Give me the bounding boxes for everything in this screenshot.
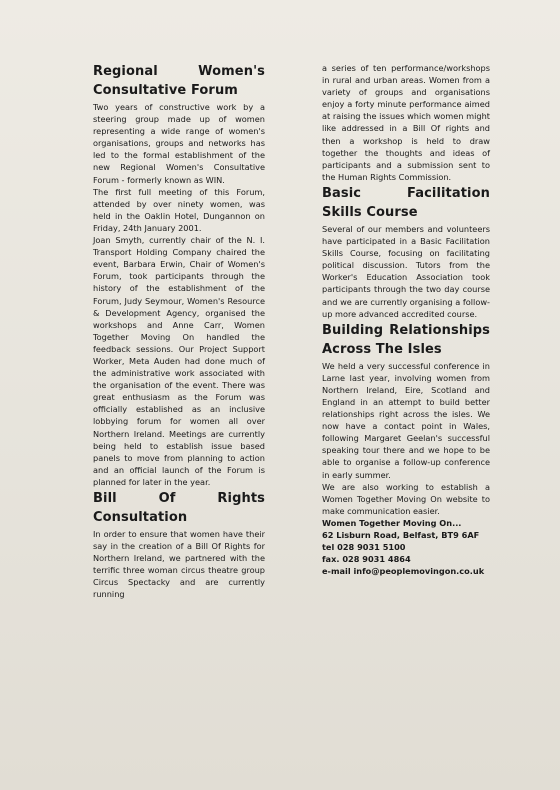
paragraph: Joan Smyth, currently chair of the N. I. Transport Holding Company chaired the event, Barbara Erwin, Chair of Women's Forum, took participants through the history of the establishment of the Forum, Judy Seymour, Women's Resource & Development Agency, organised the workshops and Anne Carr, Women Together Moving On handled the feedback sessions. Our Project Support Worker, Meta Auden had done much of the administrative work associated with the organisation of the event. There was great enthusiasm as the Forum was officially established as an inclusive lobbying forum for women all over Northern Ireland. Meetings are currently being held to establish issue based panels to move from planning to action and an official launch of the Forum is planned for later in the year.	[93, 235, 265, 487]
contact-block	[322, 517, 490, 577]
contact-fax: fax. 028 9031 4864	[322, 554, 411, 565]
contact-tel: tel 028 9031 5100	[322, 542, 406, 553]
section-title-regional-forum	[93, 62, 265, 100]
title-line: Skills Course	[322, 204, 418, 220]
title-line: Bill Of Rights	[93, 491, 265, 506]
paragraph: Several of our members and volunteers have participated in a Basic Facilitation Skills Course, focusing on facilitating political discussion. Tutors from the Worker's Education Association took participants through the two day course and we are currently organising a follow-up more advanced accredited course.	[322, 223, 490, 319]
title-line: Building Relationships	[322, 322, 490, 338]
right-column	[322, 62, 490, 577]
paragraph: In order to ensure that women have their say in the creation of a Bill Of Rights for Northern Ireland, we partnered with the terrific three woman circus theatre group Circus Spectacky and are currently running	[93, 529, 265, 600]
section-title-building-relationships	[322, 321, 490, 359]
left-column	[93, 62, 265, 601]
paragraph: We are also working to establish a Women Together Moving On website to make communication easier.	[322, 481, 490, 516]
section-title-bill-of-rights	[93, 489, 265, 527]
contact-email: e-mail info@peoplemovingon.co.uk	[322, 566, 485, 577]
title-line: Basic Facilitation	[322, 185, 490, 201]
paragraph: Two years of constructive work by a steering group made up of women representing a wide range of women's organisations, groups and networks has led to the formal establishment of the new Regional Women's Consultative Forum - formerly known as WIN.	[93, 102, 265, 185]
section-title-facilitation-course	[322, 184, 490, 222]
title-line: Regional Women's	[93, 64, 265, 79]
title-line: Consultative Forum	[93, 83, 238, 98]
title-line: Across The Isles	[322, 341, 442, 357]
paragraph: We held a very successful conference in Larne last year, involving women from Northern Ireland, Eire, Scotland and England in an attempt to build better relationships right across the isles. We now have a contact point in Wales, following Margaret Geelan's successful speaking tour there and we hope to be able to organise a follow-up conference in early summer.	[322, 360, 490, 480]
contact-address: 62 Lisburn Road, Belfast, BT9 6AF	[322, 530, 480, 540]
contact-name: Women Together Moving On...	[322, 517, 462, 528]
paragraph: The first full meeting of this Forum, attended by over ninety women, was held in the Oaklin Hotel, Dungannon on Friday, 24th January 2001.	[93, 186, 265, 233]
paragraph: a series of ten performance/workshops in rural and urban areas. Women from a variety of groups and organisations enjoy a forty minute performance aimed at raising the issues which women might like addressed in a Bill Of rights and then a workshop is held to draw together the thoughts and ideas of participants and a submission sent to the Human Rights Commission.	[322, 63, 490, 182]
title-line: Consultation	[93, 510, 188, 525]
